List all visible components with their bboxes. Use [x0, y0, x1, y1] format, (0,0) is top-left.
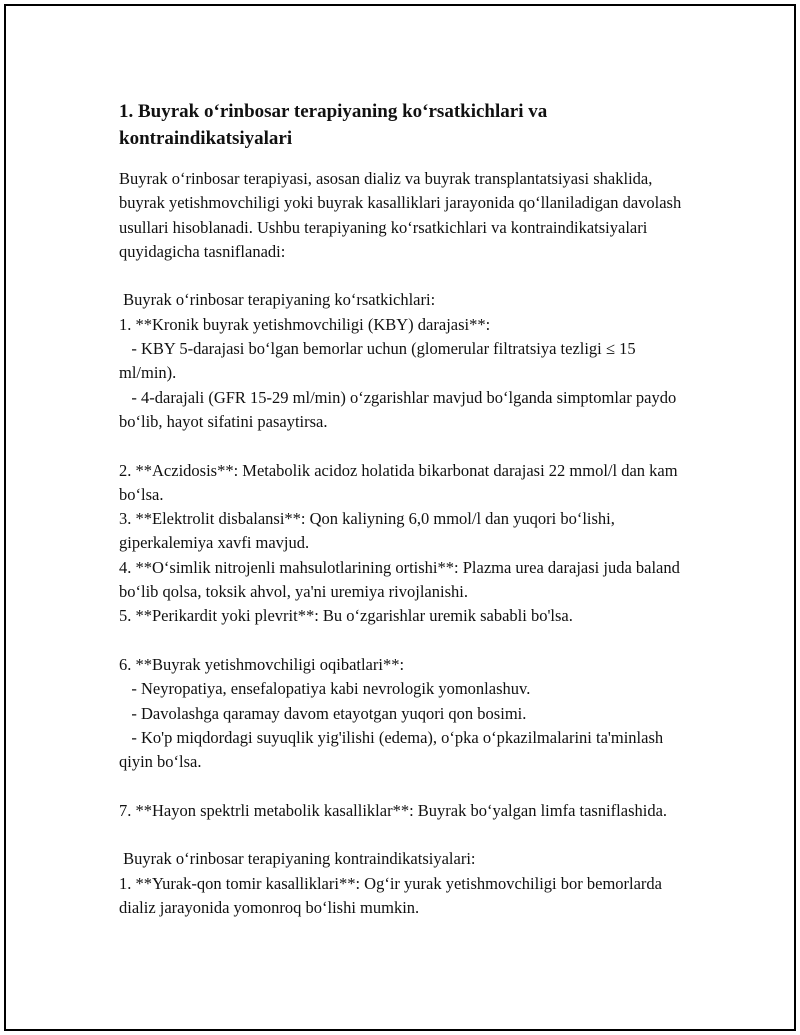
indication-item-6: 6. **Buyrak yetishmovchiligi oqibatlari**: - Neyropatiya, ensefalopatiya kabi nevrologik yomonlashuv. - Davolashga qaramay davom etayotgan yuqori qon bosimi. - Ko'p miqdordagi suyuqlik yig'ilishi (edema), oʻpka oʻpkazilmalarini ta'minlash qiyin boʻlsa. [119, 654, 664, 772]
paragraph-spacer [119, 629, 687, 653]
indication-item-7: 7. **Hayon spektrli metabolik kasalliklar**: Buyrak boʻyalgan limfa tasniflashida. [119, 800, 668, 820]
document-content [119, 98, 687, 920]
document-page [4, 4, 796, 1031]
paragraph-spacer [119, 823, 687, 847]
paragraph-spacer [119, 774, 687, 798]
paragraph-spacer [119, 434, 687, 458]
contraindication-item-1: 1. **Yurak-qon tomir kasalliklari**: Ogʻir yurak yetishmovchiligi bor bemorlarda dializ jarayonida yomonroq boʻlishi mumkin. [119, 873, 667, 917]
indications-heading: Buyrak oʻrinbosar terapiyaning koʻrsatkichlari: [119, 290, 436, 310]
indication-item-1: 1. **Kronik buyrak yetishmovchiligi (KBY) darajasi**: - KBY 5-darajasi boʻlgan bemorlar uchun (glomerular filtratsiya tezligi ≤ 15 ml/min). - 4-darajali (GFR 15-29 ml/min) oʻzgarishlar mavjud boʻlganda simptomlar paydo boʻlib, hayot sifatini pasaytirsa. [119, 314, 677, 431]
contraindications-heading: Buyrak oʻrinbosar terapiyaning kontraindikatsiyalari: [119, 849, 476, 869]
intro-paragraph: Buyrak oʻrinbosar terapiyasi, asosan dializ va buyrak transplantatsiyasi shaklida, buyrak yetishmovchiligi yoki buyrak kasalliklari jarayonida qoʻllaniladigan davolash usullari hisoblanadi. Ushbu terapiyaning koʻrsatkichlari va kontraindikatsiyalari quyidagicha tasniflanadi: [119, 169, 686, 261]
paragraph-spacer [119, 264, 687, 288]
indication-items-2-5: 2. **Aczidosis**: Metabolik acidoz holatida bikarbonat darajasi 22 mmol/l dan kam boʻlsa. 3. **Elektrolit disbalansi**: Qon kaliyning 6,0 mmol/l dan yuqori boʻlishi, giperkalemiya xavfi mavjud. 4. **Oʻsimlik nitrojenli mahsulotlarining ortishi**: Plazma urea darajasi juda baland boʻlib qolsa, toksik ahvol, ya'ni uremiya rivojlanishi. 5. **Perikardit yoki plevrit**: Bu oʻzgarishlar uremik sababli bo'lsa. [119, 460, 680, 626]
section-heading: 1. Buyrak oʻrinbosar terapiyaning koʻrsatkichlari va kontraindikatsiyalari [119, 101, 548, 149]
